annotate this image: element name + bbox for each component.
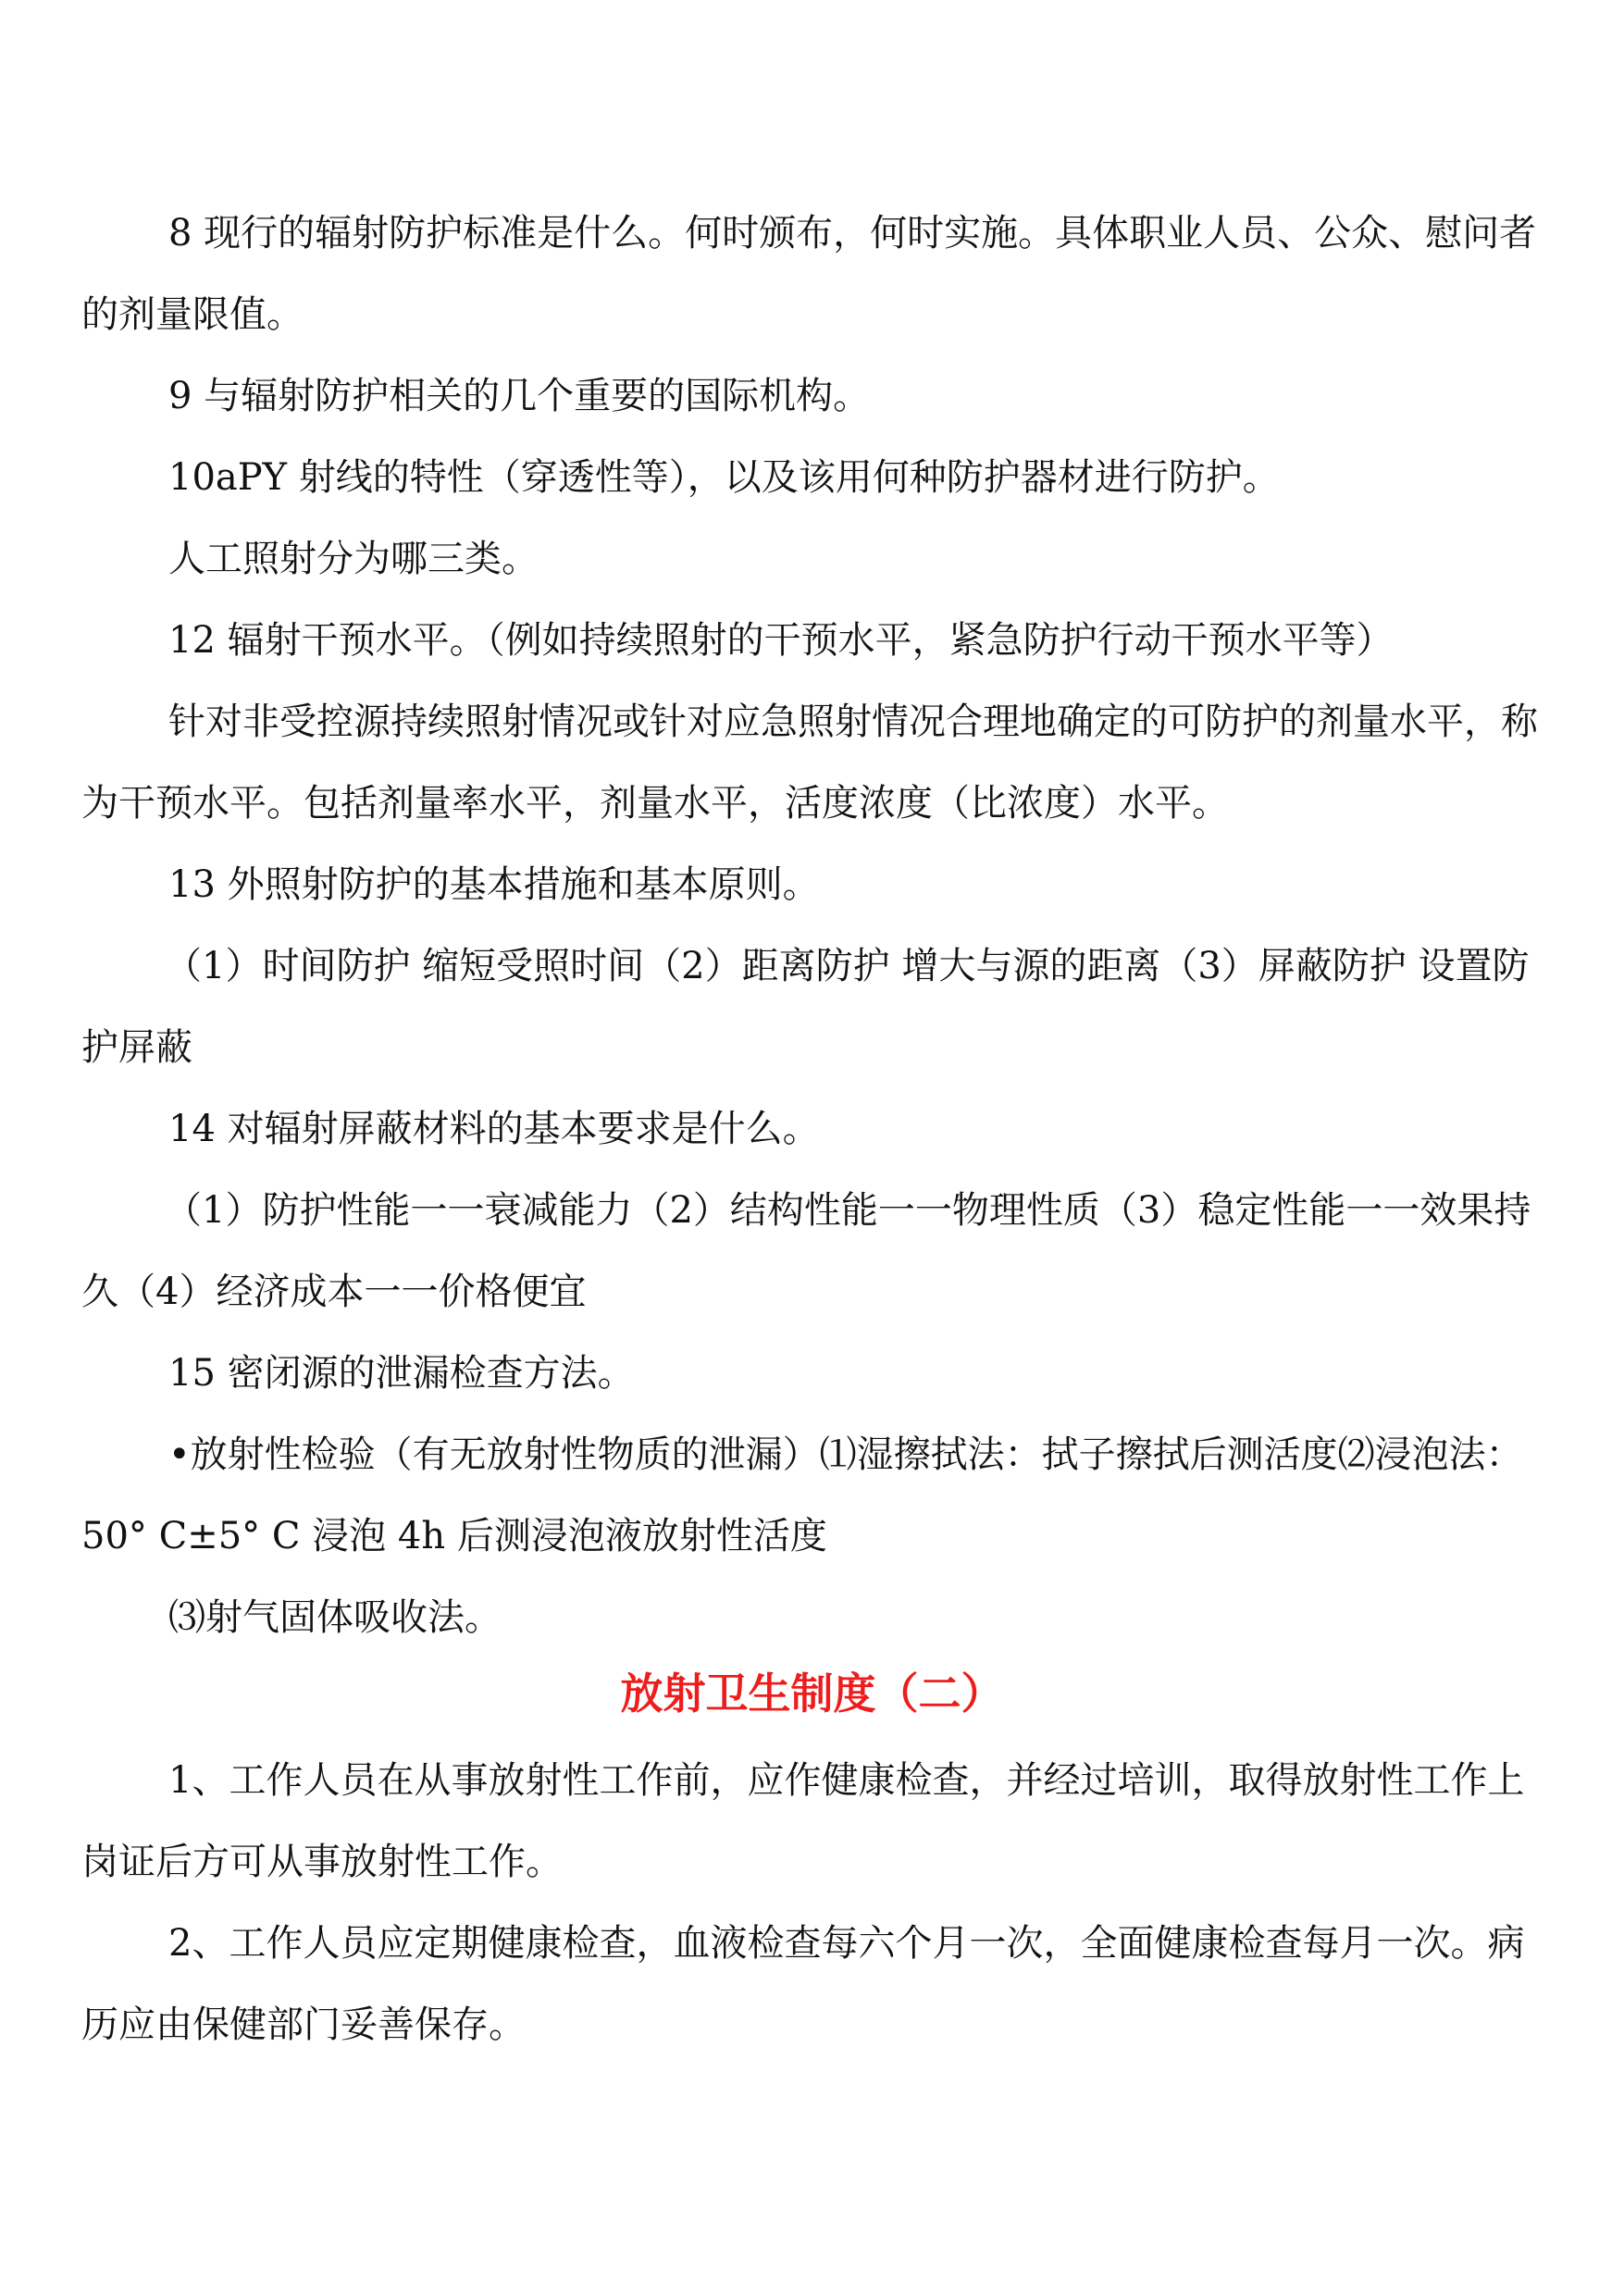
question-11: 人工照射分为哪三类。	[168, 538, 539, 580]
question-8: 8 现行的辐射防护标准是什么。何时颁布，何时实施。具体职业人员、公众、慰问者的剂量限值。	[81, 212, 1537, 336]
question-9: 9 与辐射防护相关的几个重要的国际机构。	[168, 375, 871, 417]
question-13: 13 外照射防护的基本措施和基本原则。	[168, 863, 820, 906]
question-15: 15 密闭源的泄漏检查方法。	[168, 1352, 635, 1395]
answer-12: 针对非受控源持续照射情况或针对应急照射情况合理地确定的可防护的剂量水平，称为干预水平。包括剂量率水平，剂量水平，活度浓度（比浓度）水平。	[81, 701, 1538, 825]
question-14: 14 对辐射屏蔽材料的基本要求是什么。	[168, 1108, 820, 1150]
question-12: 12 辐射干预水平。（例如持续照射的干预水平，紧急防护行动干预水平等）	[168, 619, 1394, 662]
rule-item-1: 1、工作人员在从事放射性工作前，应作健康检查，并经过培训，取得放射性工作上岗证后方可从事放射性工作。	[81, 1759, 1525, 1883]
question-10: 10aPY 射线的特性（穿透性等），以及该用何种防护器材进行防护。	[168, 456, 1280, 499]
answer-13: （1）时间防护 缩短受照时间（2）距离防护 增大与源的距离（3）屏蔽防护 设置防护屏蔽	[81, 945, 1530, 1069]
answer-15-continued: ⑶射气固体吸收法。	[168, 1596, 502, 1639]
rule-item-2: 2、工作人员应定期健康检查，血液检查每六个月一次，全面健康检查每月一次。病历应由保健部门妥善保存。	[81, 1922, 1525, 2046]
answer-14: （1）防护性能一一衰减能力（2）结构性能一一物理性质（3）稳定性能一一效果持久（4）经济成本一一价格便宜	[81, 1189, 1531, 1313]
section-title: 放射卫生制度（二）	[620, 1669, 1004, 1718]
answer-15: •放射性检验（有无放射性物质的泄漏）⑴湿擦拭法：拭子擦拭后测活度⑵浸泡法：50° C±5° C 浸泡 4h 后测浸泡液放射性活度	[81, 1433, 1523, 1557]
